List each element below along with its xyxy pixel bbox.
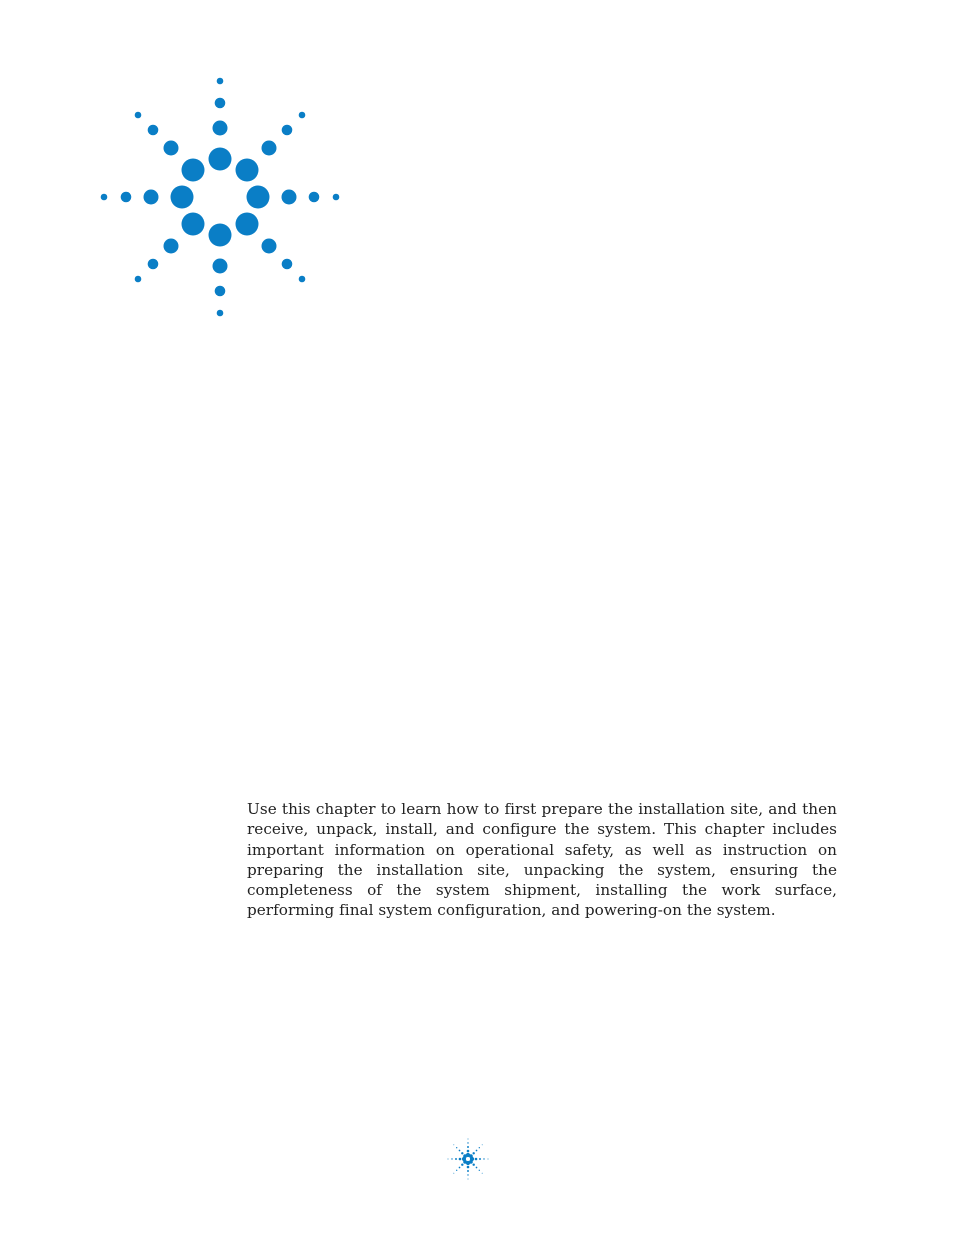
- agilent-spark-small-logo: [444, 1135, 492, 1183]
- agilent-spark-logo: [96, 74, 344, 320]
- chapter-intro-paragraph: Use this chapter to learn how to first prepare the installation site, and then receive, unpack, install, and configure the system. This chapter includes important information on operational safety, as well as instruction on preparing the installation site, unpacking the system, ensuring the completeness of the system shipment, installing the work surface, performing final system configuration, and powering-on the system.: [247, 800, 837, 920]
